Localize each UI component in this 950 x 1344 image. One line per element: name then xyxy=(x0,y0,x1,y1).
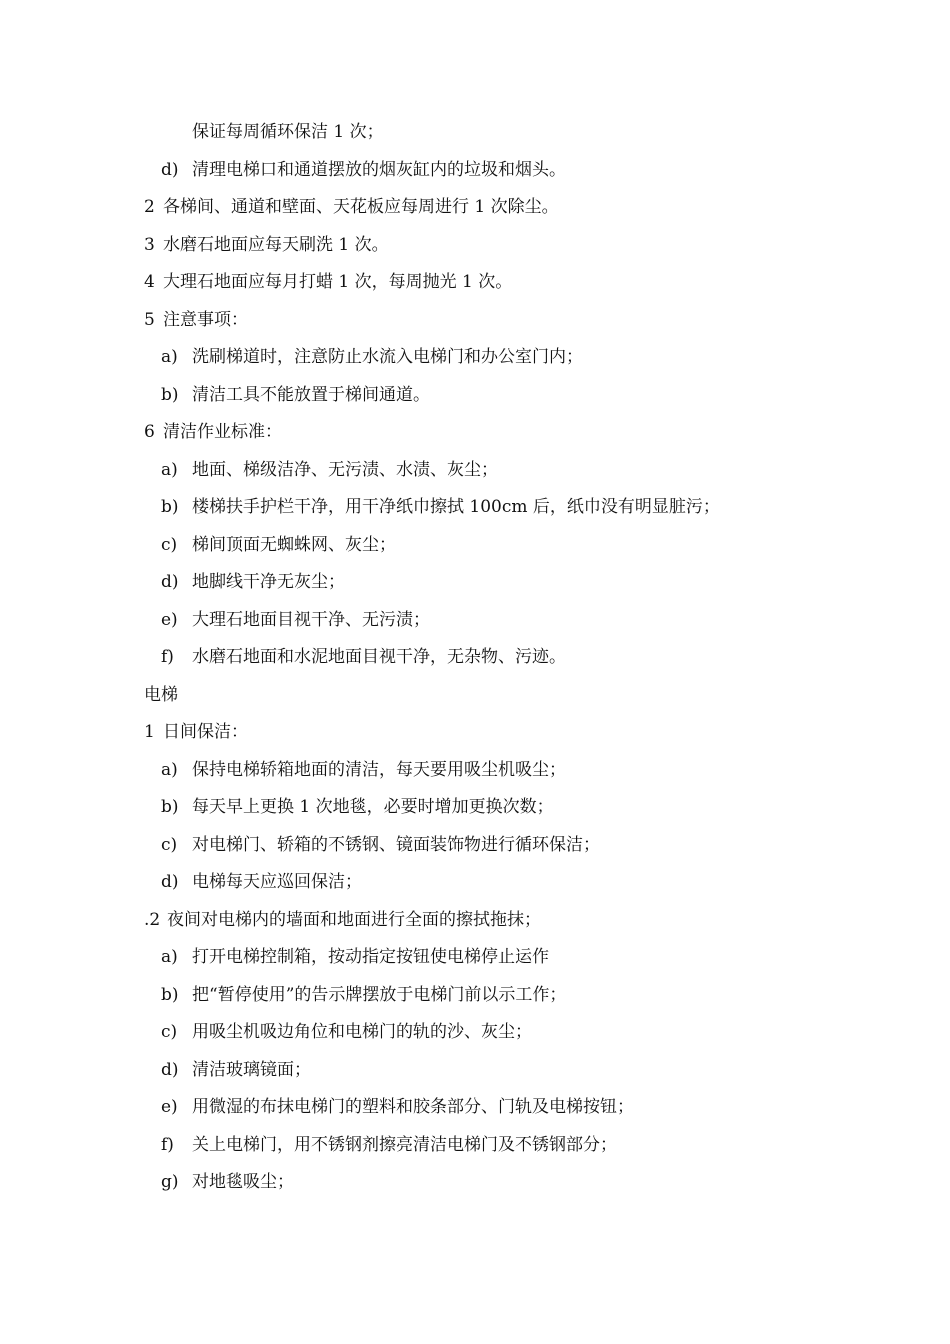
list-marker: e) xyxy=(161,1097,178,1117)
list-marker: c) xyxy=(161,834,178,855)
list-item xyxy=(0,602,950,640)
list-item-text: 保证每周循环保洁 1 次； xyxy=(192,122,384,142)
section-heading xyxy=(0,677,950,715)
list-item xyxy=(0,714,950,752)
list-item-text: 注意事项： xyxy=(163,309,248,330)
list-marker: d) xyxy=(161,572,179,592)
list-item xyxy=(0,789,950,827)
list-item xyxy=(0,114,950,152)
list-item xyxy=(0,864,950,902)
list-marker: d) xyxy=(161,159,179,180)
list-item xyxy=(0,527,950,565)
list-item-text: 地脚线干净无灰尘； xyxy=(192,572,345,592)
list-item xyxy=(0,377,950,415)
list-marker: 6 xyxy=(144,422,155,442)
list-item xyxy=(0,339,950,377)
list-item xyxy=(0,264,950,302)
list-item-text: 清洁玻璃镜面； xyxy=(192,1059,311,1080)
list-item-text: 电梯 xyxy=(144,684,178,705)
list-item-text: 水磨石地面应每天刷洗 1 次。 xyxy=(163,234,389,255)
list-item-text: 夜间对电梯内的墙面和地面进行全面的擦拭拖抹； xyxy=(167,909,541,930)
list-item-text: 洗刷梯道时，注意防止水流入电梯门和办公室门内； xyxy=(192,347,583,367)
list-item xyxy=(0,227,950,265)
list-item-text: 清洁工具不能放置于梯间通道。 xyxy=(192,384,430,405)
list-item xyxy=(0,977,950,1015)
list-marker: d) xyxy=(161,1059,179,1080)
list-item xyxy=(0,564,950,602)
list-item-text: 对地毯吸尘； xyxy=(192,1172,294,1192)
list-item-text: 打开电梯控制箱，按动指定按钮使电梯停止运作 xyxy=(192,947,549,967)
list-marker: b) xyxy=(161,497,179,517)
list-item xyxy=(0,1014,950,1052)
list-item xyxy=(0,1164,950,1202)
list-item-text: 对电梯门、轿箱的不锈钢、镜面装饰物进行循环保洁； xyxy=(192,834,600,855)
list-item-text: 用吸尘机吸边角位和电梯门的轨的沙、灰尘； xyxy=(192,1022,532,1042)
list-marker: b) xyxy=(161,384,179,405)
list-item xyxy=(0,639,950,677)
list-item xyxy=(0,939,950,977)
list-marker: 3 xyxy=(144,234,155,255)
list-item xyxy=(0,902,950,940)
list-item-text: 清洁作业标准： xyxy=(163,422,282,442)
list-item xyxy=(0,452,950,490)
list-item-text: 用微湿的布抹电梯门的塑料和胶条部分、门轨及电梯按钮； xyxy=(192,1097,634,1117)
list-item-text: 日间保洁： xyxy=(163,722,248,742)
document-body xyxy=(0,114,950,1202)
list-marker: c) xyxy=(161,534,178,555)
list-marker: a) xyxy=(161,459,178,480)
list-item-text: 每天早上更换 1 次地毯，必要时增加更换次数； xyxy=(192,797,554,817)
list-item xyxy=(0,827,950,865)
list-marker: .2 xyxy=(144,909,161,930)
list-marker: d) xyxy=(161,872,179,892)
list-item-text: 电梯每天应巡回保洁； xyxy=(192,872,362,892)
list-marker: a) xyxy=(161,947,178,967)
list-item-text: 清理电梯口和通道摆放的烟灰缸内的垃圾和烟头。 xyxy=(192,159,566,180)
list-marker: f) xyxy=(161,1134,174,1155)
list-marker: f) xyxy=(161,647,174,667)
list-item xyxy=(0,302,950,340)
list-item xyxy=(0,1052,950,1090)
list-item-text: 梯间顶面无蜘蛛网、灰尘； xyxy=(192,534,396,555)
list-marker: 1 xyxy=(144,722,155,742)
list-marker: 2 xyxy=(144,197,155,217)
list-marker: a) xyxy=(161,759,178,780)
list-item xyxy=(0,489,950,527)
list-marker: c) xyxy=(161,1022,178,1042)
list-marker: e) xyxy=(161,609,178,630)
list-marker: 4 xyxy=(144,272,155,292)
list-item xyxy=(0,1127,950,1165)
list-marker: a) xyxy=(161,347,178,367)
list-item xyxy=(0,1089,950,1127)
list-item-text: 把“暂停使用”的告示牌摆放于电梯门前以示工作； xyxy=(192,984,567,1005)
list-marker: b) xyxy=(161,984,179,1005)
list-item xyxy=(0,752,950,790)
list-marker: g) xyxy=(161,1172,179,1192)
list-item xyxy=(0,152,950,190)
list-item-text: 楼梯扶手护栏干净，用干净纸巾擦拭 100cm 后，纸巾没有明显脏污； xyxy=(192,497,720,517)
list-marker: 5 xyxy=(144,309,155,330)
list-item xyxy=(0,189,950,227)
list-item-text: 关上电梯门，用不锈钢剂擦亮清洁电梯门及不锈钢部分； xyxy=(192,1134,617,1155)
list-item-text: 保持电梯轿箱地面的清洁，每天要用吸尘机吸尘； xyxy=(192,759,566,780)
list-item xyxy=(0,414,950,452)
list-item-text: 地面、梯级洁净、无污渍、水渍、灰尘； xyxy=(192,459,498,480)
list-item-text: 各梯间、通道和壁面、天花板应每周进行 1 次除尘。 xyxy=(163,197,559,217)
list-item-text: 大理石地面应每月打蜡 1 次，每周抛光 1 次。 xyxy=(163,272,513,292)
list-item-text: 大理石地面目视干净、无污渍； xyxy=(192,609,430,630)
list-item-text: 水磨石地面和水泥地面目视干净，无杂物、污迹。 xyxy=(192,647,566,667)
list-marker: b) xyxy=(161,797,179,817)
